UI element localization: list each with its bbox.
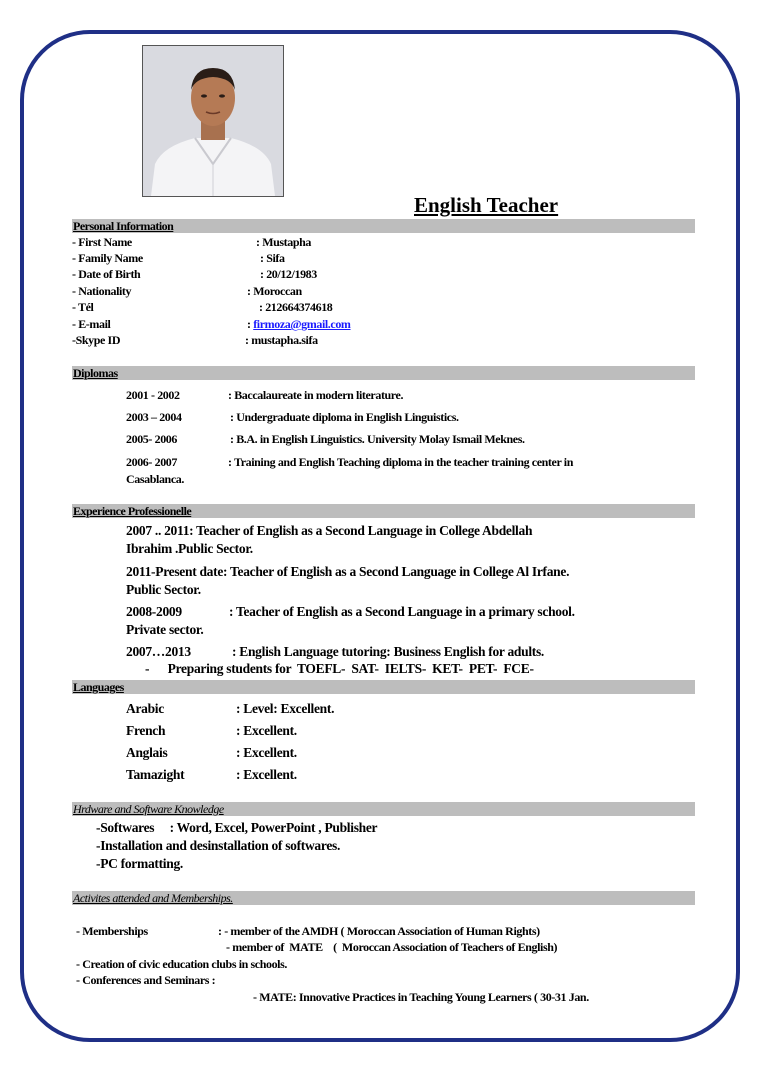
- personal-label: -Skype ID: [72, 333, 121, 347]
- language-name: Tamazight: [126, 767, 185, 782]
- language-name: Arabic: [126, 701, 164, 716]
- personal-label: - Nationality: [72, 284, 132, 298]
- diploma-years: 2003 – 2004: [126, 410, 182, 424]
- section-header-personal: Personal Information: [72, 219, 695, 233]
- diploma-text: : Baccalaureate in modern literature.: [228, 388, 404, 402]
- experience-line: Ibrahim .Public Sector.: [126, 541, 253, 556]
- diploma-text: : Training and English Teaching diploma in the teacher training center in: [228, 455, 573, 469]
- diploma-years: 2005- 2006: [126, 432, 177, 446]
- experience-years: 2007…2013: [126, 644, 191, 659]
- personal-value: : Sifa: [260, 251, 285, 265]
- personal-value: : mustapha.sifa: [245, 333, 318, 347]
- experience-line: : English Language tutoring: Business English for adults.: [232, 644, 544, 659]
- experience-line: 2007 .. 2011: Teacher of English as a Second Language in College Abdellah: [126, 523, 533, 538]
- hardware-line: -Softwares : Word, Excel, PowerPoint , Publisher: [96, 820, 378, 835]
- membership-item: : - member of the AMDH ( Moroccan Association of Human Rights): [218, 924, 540, 938]
- personal-value: : Mustapha: [256, 235, 312, 249]
- profile-photo: [142, 45, 284, 197]
- diploma-text: : Undergraduate diploma in English Linguistics.: [230, 410, 459, 424]
- experience-line: Public Sector.: [126, 582, 201, 597]
- language-name: French: [126, 723, 166, 738]
- personal-value: : Moroccan: [247, 284, 302, 298]
- language-level: : Excellent.: [236, 745, 297, 760]
- section-header-diplomas: Diplomas: [72, 366, 695, 380]
- section-header-languages: Languages: [72, 680, 695, 694]
- experience-subline: - Preparing students for TOEFL- SAT- IELTS- KET- PET- FCE-: [145, 661, 534, 676]
- personal-label: - Date of Birth: [72, 267, 141, 281]
- diploma-years: 2006- 2007: [126, 455, 177, 469]
- language-level: : Excellent.: [236, 767, 297, 782]
- personal-label: - Family Name: [72, 251, 143, 265]
- experience-line: Private sector.: [126, 622, 204, 637]
- language-level: : Level: Excellent.: [236, 701, 335, 716]
- diploma-text: : B.A. in English Linguistics. University Molay Ismail Meknes.: [230, 432, 525, 446]
- membership-item: - member of MATE ( Moroccan Association of Teachers of English): [226, 940, 558, 954]
- job-title-heading: English Teacher: [414, 193, 559, 217]
- diploma-text-continued: Casablanca.: [126, 472, 184, 486]
- conference-item: - MATE: Innovative Practices in Teaching Young Learners ( 30-31 Jan.: [253, 990, 589, 1004]
- diploma-years: 2001 - 2002: [126, 388, 180, 402]
- personal-value: : 212664374618: [259, 300, 333, 314]
- personal-value: : 20/12/1983: [260, 267, 317, 281]
- section-header-experience: Experience Professionelle: [72, 504, 695, 518]
- language-level: : Excellent.: [236, 723, 297, 738]
- section-header-activities: Activites attended and Memberships.: [72, 891, 695, 905]
- memberships-label: - Memberships: [76, 924, 148, 938]
- activity-item: - Creation of civic education clubs in schools.: [76, 957, 287, 971]
- experience-years: 2008-2009: [126, 604, 182, 619]
- experience-line: : Teacher of English as a Second Language in a primary school.: [229, 604, 575, 619]
- personal-label: - First Name: [72, 235, 132, 249]
- email-link[interactable]: firmoza@gmail.com: [253, 317, 351, 331]
- personal-label: - E-mail: [72, 317, 111, 331]
- personal-value: : firmoza@gmail.com: [247, 317, 351, 331]
- language-name: Anglais: [126, 745, 168, 760]
- activity-item: - Conferences and Seminars :: [76, 973, 216, 987]
- hardware-line: -PC formatting.: [96, 856, 183, 871]
- experience-line: 2011-Present date: Teacher of English as a Second Language in College Al Irfane.: [126, 564, 570, 579]
- personal-label: - Tél: [72, 300, 94, 314]
- section-header-hardware: Hrdware and Software Knowledge: [72, 802, 695, 816]
- hardware-line: -Installation and desinstallation of softwares.: [96, 838, 341, 853]
